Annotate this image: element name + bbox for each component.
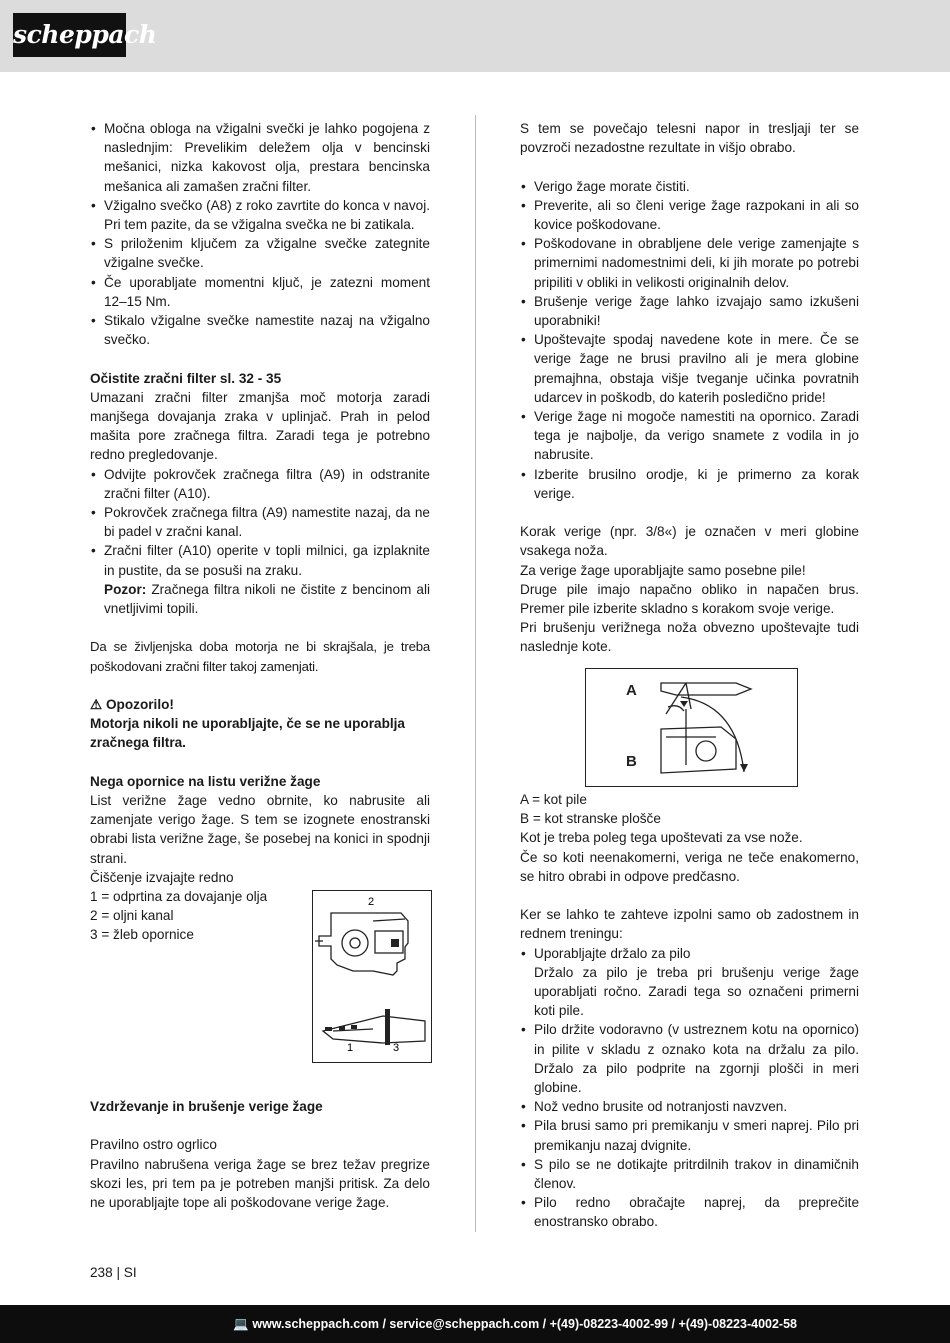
warning-icon: ⚠	[90, 697, 103, 713]
guide-bar-figure	[312, 890, 432, 1063]
bar-item: 3 = žleb opornice	[90, 927, 194, 943]
list-item: • Če uporabljate momentni ključ, je zatezni moment 12–15 Nm.	[90, 273, 430, 311]
page-number-value: 238	[90, 1265, 113, 1280]
angle-line: A = kot pile	[520, 792, 587, 807]
list-item: • Vžigalno svečko (A8) z roko zavrtite do konca v navoj. Pri tem pazite, da se vžigalna svečka ne bi zatikala.	[90, 196, 430, 234]
angle-line: Kot je treba poleg tega upoštevati za vse nože.	[520, 830, 803, 846]
warning-title	[90, 695, 430, 714]
bar-item: Čiščenje izvajajte redno	[90, 869, 234, 885]
list-item-title: Uporabljajte držalo za pilo	[534, 945, 691, 961]
bar-care-heading: Nega opornice na listu verižne žage	[90, 773, 321, 789]
header-bar	[0, 0, 950, 72]
label-1: 1	[347, 1042, 354, 1054]
training-text: Ker se lahko te zahteve izpolni samo ob zadostnem in rednem treningu:	[520, 907, 859, 942]
pitch-text: Pri brušenju verižnega noža obvezno upoštevajte tudi naslednje kote.	[520, 620, 859, 655]
angle-drawing	[586, 669, 797, 786]
list-item	[90, 541, 430, 618]
list-item-text: Držalo za pilo je treba pri brušenju verige žage uporabljati ročno. Zaradi tega so označeni primerni koti pile.	[534, 964, 859, 1019]
caution-label: Pozor:	[104, 581, 147, 597]
list-item: • Poškodovane in obrabljene dele verige zamenjajte s primernimi nadomestnimi deli, ki jih morate po potrebi pripiliti v obliki in velikosti originalnih delov.	[520, 234, 859, 292]
list-item: • Močna obloga na vžigalni svečki je lahko pogojena z naslednjim: Prevelikim deležem olja v bencinski mešanici, nizka kakovost olja, prestara bencinska mešanica ali zamašen zračni filter.	[90, 119, 430, 196]
page-number: 238 | SI	[90, 1265, 137, 1280]
list-item: • Izberite brusilno orodje, ki je primerno za korak verige.	[520, 465, 859, 503]
list-item: • Brušenje verige žage lahko izvajajo samo izkušeni uporabniki!	[520, 292, 859, 330]
left-column	[90, 119, 430, 945]
pitch-text: Korak verige (npr. 3/8«) je označen v meri globine vsakega noža.	[520, 524, 859, 559]
list-item: • Pokrovček zračnega filtra (A9) namestite nazaj, da ne bi padel v zračni kanal.	[90, 503, 430, 541]
list-item: • Pilo držite vodoravno (v ustreznem kotu na opornico) in pilite v skladu z oznako kota na držalu za pilo. Držalo za pilo podprite na zgornji plošči in meri globine.	[520, 1020, 859, 1097]
bar-item: 2 = oljni kanal	[90, 908, 174, 924]
air-filter-intro: Umazani zračni filter zmanjša moč motorja zaradi manjšega dovajanja zraka v uplinjač. Prah in pelod mašita pore zračnega filtra. Zaradi tega je potrebno redno pregledovanje.	[90, 389, 430, 463]
list-item: • Nož vedno brusite od notranjosti navzven.	[520, 1097, 859, 1116]
language-code: SI	[123, 1265, 137, 1280]
angle-line: Če so koti neenakomerni, veriga ne teče enakomerno, se hitro obrabi in odpove predčasno.	[520, 849, 859, 884]
angle-line: B = kot stranske plošče	[520, 811, 661, 827]
angles-section	[520, 790, 859, 1232]
list-item: • Preverite, ali so členi verige žage razpokani in ali so kovice poškodovane.	[520, 196, 859, 234]
air-filter-heading: Očistite zračni filter sl. 32 - 35	[90, 370, 282, 386]
replace-filter-text: Da se življenjska doba motorja ne bi skrajšala, je treba poškodovani zračni filter takoj zamenjati.	[90, 639, 430, 674]
chain-care-list	[520, 177, 859, 503]
caution-text: Zračnega filtra nikoli ne čistite z bencinom ali vnetljivimi topili.	[104, 581, 430, 617]
list-item: • Stikalo vžigalne svečke namestite nazaj na vžigalno svečko.	[90, 311, 430, 349]
list-item: • S pilo se ne dotikajte pritrdilnih trakov in dinamičnih členov.	[520, 1155, 859, 1193]
footer-contact: www.scheppach.com / service@scheppach.com / +(49)-08223-4002-99 / +(49)-08223-4002-58	[252, 1317, 797, 1331]
air-filter-list	[90, 465, 430, 619]
label-3: 3	[393, 1042, 400, 1054]
right-column	[520, 119, 859, 657]
footer-bar	[0, 1305, 950, 1343]
bar-item: 1 = odprtina za dovajanje olja	[90, 889, 268, 905]
list-item: • Upoštevajte spodaj navedene kote in mere. Če se verige žage ne brusi pravilno ali je mera globine premajhna, obstaja višje tveganje učinka povratnih udarcev in poškodb, do katerih posledično pride!	[520, 330, 859, 407]
pitch-text: Za verige žage uporabljajte samo posebne pile!	[520, 562, 806, 578]
web-icon: 💻	[233, 1317, 249, 1331]
list-item: • Verigo žage morate čistiti.	[520, 177, 859, 196]
list-item: • Pilo redno obračajte naprej, da preprečite enostransko obrabo.	[520, 1193, 859, 1231]
chain-text: Pravilno nabrušena veriga žage se brez težav pregrize skozi les, pri tem pa je potreben manjši pritisk. Za delo ne uporabljajte tope ali poškodovane verige žage.	[90, 1156, 430, 1210]
list-item-text: Zračni filter (A10) operite v topli milnici, ga izplaknite in pustite, da se posuši na zraku.	[104, 543, 430, 578]
column-divider	[475, 115, 476, 1232]
list-item: • Pila brusi samo pri premikanju v smeri naprej. Pilo pri premikanju nazaj dvignite.	[520, 1116, 859, 1154]
sharpening-list	[520, 944, 859, 1232]
bar-care-text: List verižne žage vedno obrnite, ko nabrusite ali zamenjate verigo žage. S tem se izognete enostranski obrabi lista verižne žage, še posebej na konici in spodnji strani.	[90, 793, 430, 866]
chain-section	[90, 1097, 430, 1212]
right-intro: S tem se povečajo telesni napor in tresljaji ter se povzroči nezadostne rezultate in višjo obrabo.	[520, 121, 859, 156]
pitch-text: Druge pile imajo napačno obliko in napačen brus. Premer pile izberite skladno s korakom svoje verige.	[520, 581, 859, 617]
warning-text: Motorja nikoli ne uporabljajte, če se ne uporablja zračnega filtra.	[90, 716, 405, 751]
list-item: • Verige žage ni mogoče namestiti na opornico. Zaradi tega je najbolje, da verigo snamete z vodila in jo nabrusite.	[520, 407, 859, 465]
chain-subheading: Pravilno ostro ogrlico	[90, 1137, 217, 1153]
sharpening-angle-figure	[585, 668, 798, 787]
list-item	[520, 944, 859, 1021]
chain-heading: Vzdrževanje in brušenje verige žage	[90, 1099, 323, 1114]
warning-title-text: Opozorilo!	[105, 697, 174, 713]
label-a: A	[626, 682, 637, 699]
label-b: B	[626, 753, 637, 770]
spark-plug-list	[90, 119, 430, 349]
list-item: • S priloženim ključem za vžigalne svečke zategnite vžigalne svečke.	[90, 234, 430, 272]
guide-bar-drawing	[313, 891, 431, 1062]
label-2: 2	[368, 896, 375, 908]
list-item: • Odvijte pokrovček zračnega filtra (A9) in odstranite zračni filter (A10).	[90, 465, 430, 503]
scheppach-logo: scheppach	[13, 13, 126, 57]
